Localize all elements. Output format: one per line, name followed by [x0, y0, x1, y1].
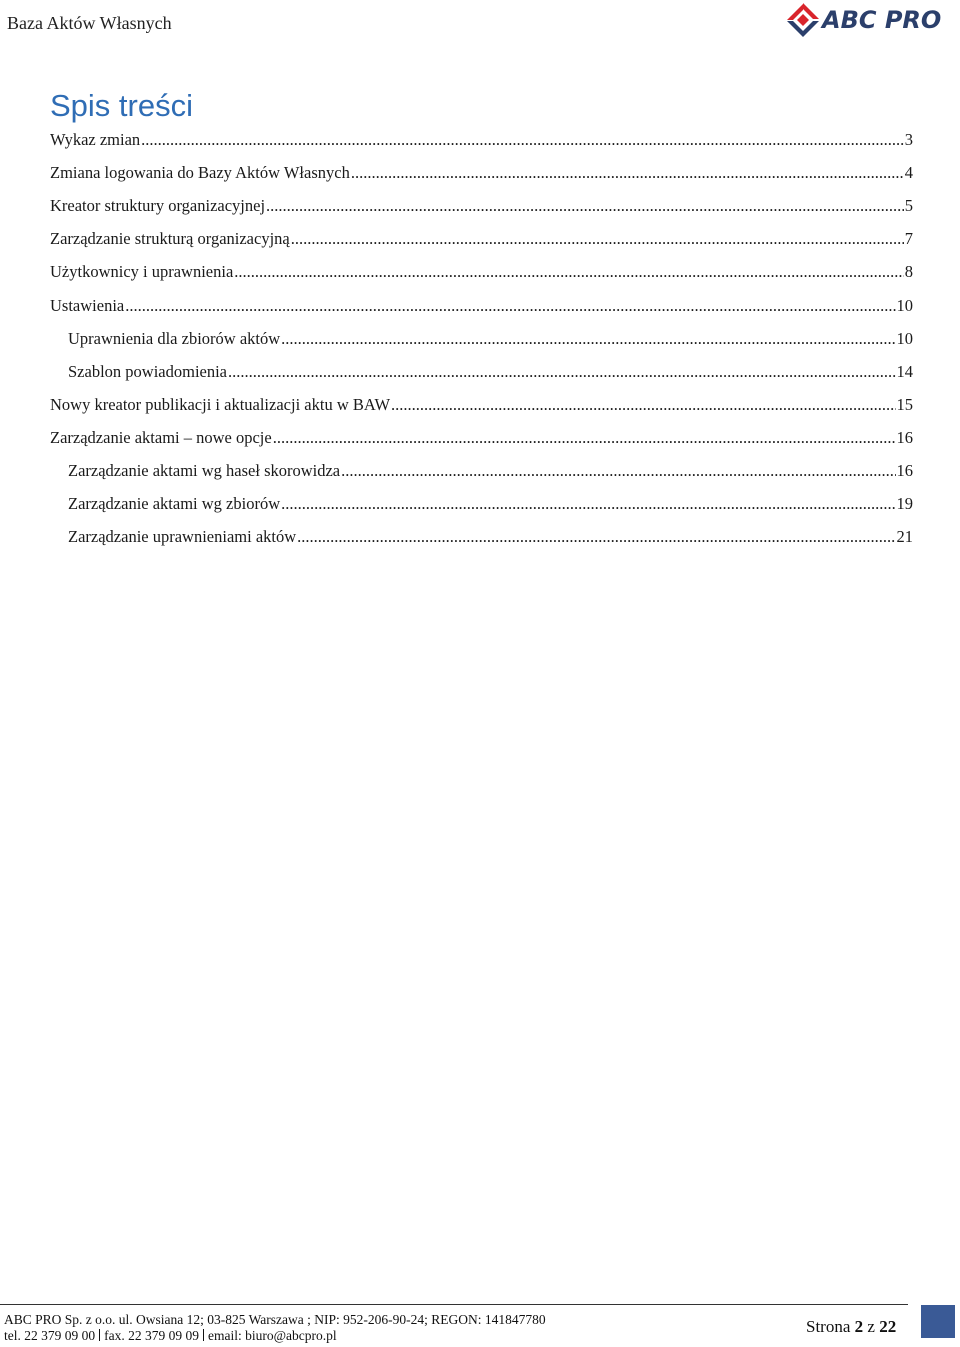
- toc-entry[interactable]: [50, 393, 913, 417]
- toc-entry-title: Uprawnienia dla zbiorów aktów: [68, 329, 281, 348]
- footer-phone: tel. 22 379 09 00: [4, 1328, 96, 1343]
- logo-text: ABC PRO: [822, 6, 942, 34]
- abc-pro-logo: [786, 2, 956, 38]
- toc-entry-page: 14: [896, 362, 913, 381]
- toc-entry[interactable]: [50, 294, 913, 318]
- page-of: z: [867, 1317, 875, 1336]
- toc-heading: Spis treści: [50, 88, 193, 123]
- toc-dot-leader: [141, 128, 904, 152]
- toc-entry-page: 7: [904, 229, 913, 248]
- toc-entry-title: Zarządzanie strukturą organizacyjną: [50, 229, 290, 248]
- toc-dot-leader: [351, 161, 904, 185]
- footer-email: email: biuro@abcpro.pl: [208, 1328, 337, 1343]
- toc-dot-leader: [291, 227, 904, 251]
- toc-entry-page: 21: [896, 527, 913, 546]
- toc-entry-title: Nowy kreator publikacji i aktualizacji aktu w BAW: [50, 395, 391, 414]
- footer-contact-info: [4, 1328, 337, 1344]
- toc-entry[interactable]: [50, 128, 913, 152]
- toc-dot-leader: [266, 194, 904, 218]
- toc-entry-page: 3: [904, 130, 913, 149]
- toc-entry[interactable]: [68, 525, 913, 549]
- toc-entry-title: Użytkownicy i uprawnienia: [50, 262, 234, 281]
- page-total: 22: [879, 1317, 897, 1336]
- footer-divider: [0, 1304, 908, 1305]
- page-current: 2: [854, 1317, 864, 1336]
- toc-dot-leader: [297, 525, 895, 549]
- toc-entry-page: 4: [904, 163, 913, 182]
- document-header-title: Baza Aktów Własnych: [7, 13, 172, 33]
- toc-entry-title: Wykaz zmian: [50, 130, 141, 149]
- toc-entry[interactable]: [68, 327, 913, 351]
- footer-fax: fax. 22 379 09 09: [104, 1328, 199, 1343]
- toc-entry-title: Szablon powiadomienia: [68, 362, 228, 381]
- abc-pro-diamond-logo-icon: [786, 2, 820, 38]
- toc-dot-leader: [341, 459, 895, 483]
- toc-entry-title: Zarządzanie aktami wg zbiorów: [68, 494, 281, 513]
- toc-entry-page: 19: [896, 494, 913, 513]
- toc-entry-title: Zarządzanie aktami – nowe opcje: [50, 428, 272, 447]
- toc-entry[interactable]: [68, 492, 913, 516]
- toc-entry-title: Zarządzanie uprawnieniami aktów: [68, 527, 297, 546]
- toc-entry-page: 8: [904, 262, 913, 281]
- toc-entry-title: Zarządzanie aktami wg haseł skorowidza: [68, 461, 341, 480]
- toc-entry-page: 16: [896, 461, 913, 480]
- footer-corner-block: [921, 1305, 955, 1338]
- toc-entry[interactable]: [50, 227, 913, 251]
- toc-entry-page: 15: [896, 395, 913, 414]
- toc-entry-title: Zmiana logowania do Bazy Aktów Własnych: [50, 163, 350, 182]
- toc-entry-page: 16: [896, 428, 913, 447]
- footer-separator: [99, 1329, 100, 1341]
- page-label: Strona: [806, 1317, 851, 1336]
- toc-dot-leader: [125, 294, 895, 318]
- toc-entry[interactable]: [50, 426, 913, 450]
- toc-dot-leader: [391, 393, 895, 417]
- toc-entry-page: 10: [896, 329, 913, 348]
- toc-entry[interactable]: [50, 260, 913, 284]
- toc-entry[interactable]: [68, 459, 913, 483]
- toc-dot-leader: [273, 426, 896, 450]
- toc-entry[interactable]: [68, 360, 913, 384]
- toc-entry-title: Kreator struktury organizacyjnej: [50, 196, 266, 215]
- footer-separator: [203, 1329, 204, 1341]
- toc-entry[interactable]: [50, 194, 913, 218]
- toc-dot-leader: [281, 327, 895, 351]
- toc-entry-page: 10: [896, 296, 913, 315]
- page-number: [806, 1317, 896, 1337]
- toc-dot-leader: [281, 492, 895, 516]
- toc-entry[interactable]: [50, 161, 913, 185]
- toc-entry-title: Ustawienia: [50, 296, 125, 315]
- footer-company-info: ABC PRO Sp. z o.o. ul. Owsiana 12; 03-825 Warszawa ; NIP: 952-206-90-24; REGON: 141847780: [4, 1312, 546, 1327]
- toc-dot-leader: [228, 360, 895, 384]
- toc-entry-page: 5: [904, 196, 913, 215]
- toc-dot-leader: [234, 260, 903, 284]
